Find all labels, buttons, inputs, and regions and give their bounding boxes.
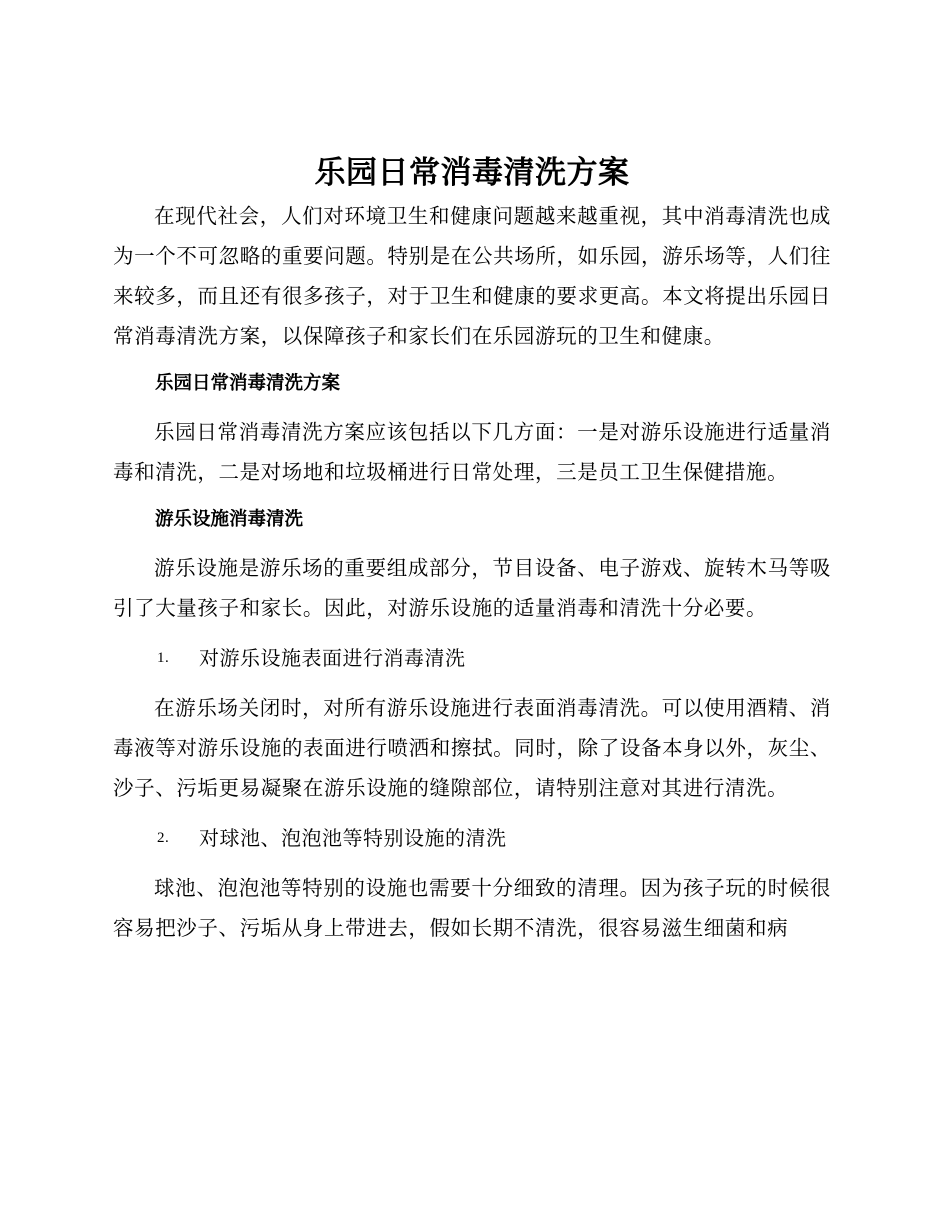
- plan-paragraph: 乐园日常消毒清洗方案应该包括以下几方面：一是对游乐设施进行适量消毒和清洗，二是对场地和垃圾桶进行日常处理，三是员工卫生保健措施。: [113, 420, 831, 484]
- list-item-ball-pool: [113, 822, 831, 854]
- section-heading-plan: 乐园日常消毒清洗方案: [155, 373, 341, 394]
- section-heading-facilities: 游乐设施消毒清洗: [155, 509, 304, 530]
- surface-paragraph: 在游乐场关闭时，对所有游乐设施进行表面消毒清洗。可以使用酒精、消毒液等对游乐设施的表面进行喷洒和擦拭。同时，除了设备本身以外，灰尘、沙子、污垢更易凝聚在游乐设施的缝隙部位，请特别注意对其进行清洗。: [113, 696, 831, 800]
- intro-paragraph: 在现代社会，人们对环境卫生和健康问题越来越重视，其中消毒清洗也成为一个不可忽略的重要问题。特别是在公共场所，如乐园，游乐场等，人们往来较多，而且还有很多孩子，对于卫生和健康的要求更高。本文将提出乐园日常消毒清洗方案，以保障孩子和家长们在乐园游玩的卫生和健康。: [113, 204, 831, 348]
- list-item-surface: [113, 642, 831, 674]
- list-number: 1.: [157, 650, 170, 666]
- list-item-title: 对游乐设施表面进行消毒清洗: [199, 646, 466, 670]
- facilities-paragraph: 游乐设施是游乐场的重要组成部分，节目设备、电子游戏、旋转木马等吸引了大量孩子和家长。因此，对游乐设施的适量消毒和清洗十分必要。: [113, 556, 831, 620]
- document-page: [113, 150, 831, 948]
- list-number: 2.: [157, 830, 170, 846]
- list-item-title: 对球池、泡泡池等特别设施的清洗: [199, 826, 507, 850]
- ball-pool-paragraph: 球池、泡泡池等特别的设施也需要十分细致的清理。因为孩子玩的时候很容易把沙子、污垢从身上带进去，假如长期不清洗，很容易滋生细菌和病: [113, 876, 831, 940]
- document-title: 乐园日常消毒清洗方案: [314, 155, 630, 191]
